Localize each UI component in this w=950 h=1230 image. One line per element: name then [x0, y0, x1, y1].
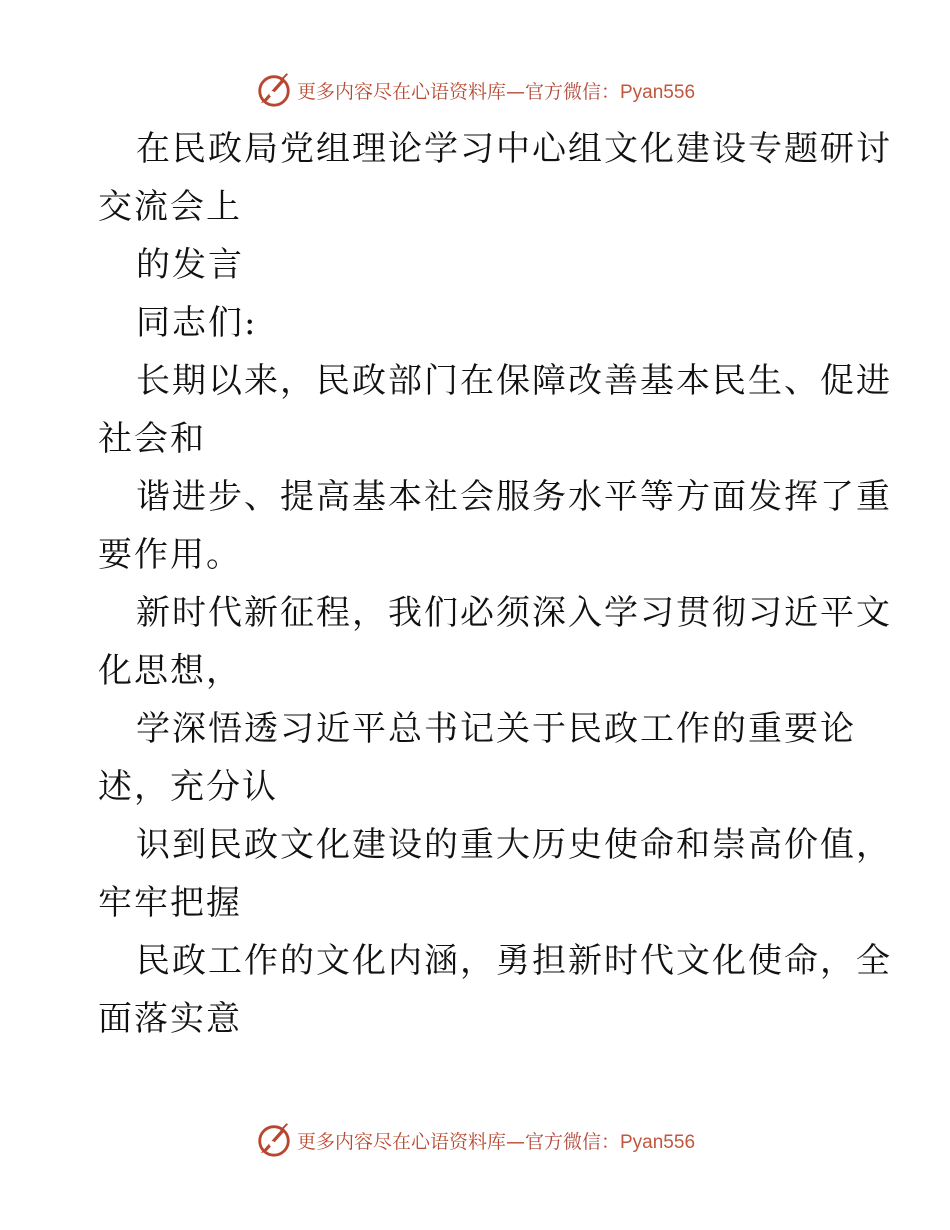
paragraph-line: 牢牢把握 [98, 883, 242, 923]
paragraph-line: 学深悟透习近平总书记关于民政工作的重要论 [136, 709, 856, 749]
paragraph-line: 民政工作的文化内涵，勇担新时代文化使命，全 [136, 941, 892, 981]
paragraph-line: 新时代新征程，我们必须深入学习贯彻习近平文 [136, 593, 892, 633]
footer-banner [0, 1120, 950, 1160]
paragraph-line: 面落实意 [98, 999, 242, 1039]
header-main-text: 更多内容尽在心语资料库 [296, 80, 506, 103]
footer-watermark-text [297, 1127, 695, 1154]
footer-main-text: 更多内容尽在心语资料库 [296, 1130, 506, 1153]
quill-pen-icon [255, 1121, 293, 1159]
quill-pen-icon [255, 71, 293, 109]
paragraph-line: 社会和 [98, 419, 206, 459]
header-dash: — [505, 80, 525, 103]
paragraph-line: 谐进步、提高基本社会服务水平等方面发挥了重 [136, 477, 892, 517]
paragraph-line: 识到民政文化建设的重大历史使命和崇高价值， [136, 825, 892, 865]
paragraph-line: 长期以来，民政部门在保障改善基本民生、促进 [136, 361, 892, 401]
title-line-3: 的发言 [136, 245, 244, 285]
footer-wechat-label: 官方微信： [524, 1130, 620, 1153]
paragraph-line: 述，充分认 [98, 767, 278, 807]
document-body [98, 120, 892, 1048]
header-watermark-text [297, 77, 695, 104]
header-wechat-id: Pyan556 [620, 81, 696, 103]
header-wechat-label: 官方微信： [524, 80, 620, 103]
title-line-2: 交流会上 [98, 187, 242, 227]
paragraph-line: 化思想， [98, 651, 242, 691]
header-banner [0, 70, 950, 110]
footer-dash: — [505, 1130, 525, 1153]
paragraph-line: 要作用。 [98, 535, 242, 575]
salutation: 同志们: [136, 303, 258, 343]
title-line-1: 在民政局党组理论学习中心组文化建设专题研讨 [136, 129, 892, 169]
footer-wechat-id: Pyan556 [620, 1131, 696, 1153]
